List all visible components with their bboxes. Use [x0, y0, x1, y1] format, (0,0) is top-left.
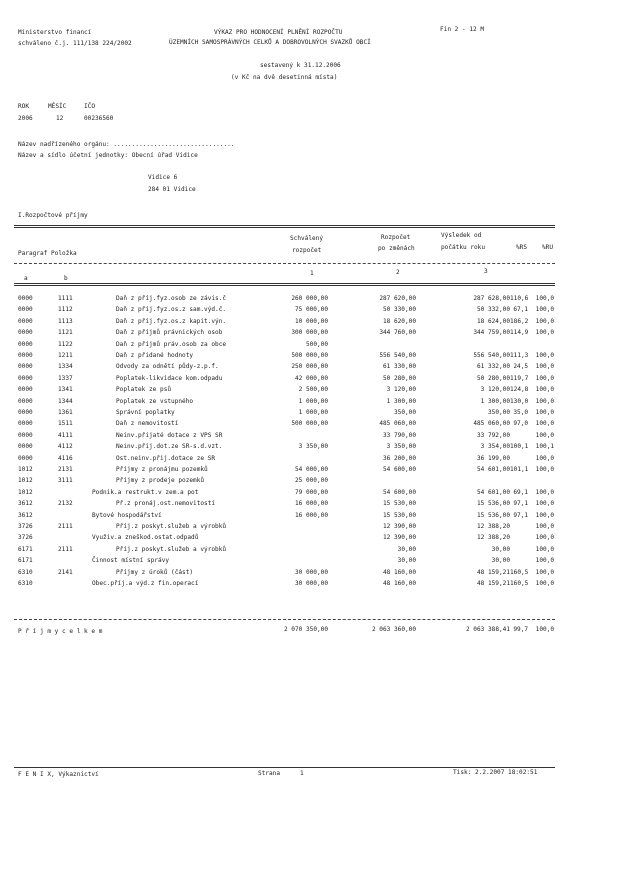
cell-pct-rs: 110,6 [510, 295, 529, 302]
cell-pct-ru: 100,0 [535, 386, 554, 394]
cell-paragraf: 1012 [18, 477, 33, 485]
cell-item-name: Činnost místní správy [92, 557, 170, 565]
cell-pct-ru: 100,0 [535, 580, 554, 587]
cell-schvaleny: 260 000,00 [291, 295, 328, 302]
cell-vysledek: 350,00 [487, 409, 510, 416]
table-row [0, 353, 620, 361]
cell-rozpocet: 15 530,00 [382, 500, 416, 508]
cell-vysledek: 15 536,00 [476, 511, 510, 519]
cell-pct-ru: 100,0 [535, 545, 554, 553]
cell-schvaleny: 3 350,00 [298, 443, 328, 451]
cell-item-name: Odvody za odnětí půdy-z.p.f. [116, 363, 219, 371]
cell-item-name: Poplatek-likvidace kom.odpadu [116, 374, 223, 382]
cell-rozpocet: 36 200,00 [382, 454, 416, 462]
col-ru: %RU [542, 244, 554, 251]
cell-schvaleny: 500 000,00 [291, 420, 328, 428]
cell-item-name: Daň z příjmů právnických osob [116, 329, 223, 337]
cell-polozka: 1511 [58, 420, 73, 428]
cell-vysledek: 36 199,00 [476, 454, 510, 462]
cell-rozpocet: 48 160,00 [382, 580, 416, 587]
cell-pct-ru: 100,0 [535, 523, 554, 530]
cell-rozpocet: 33 790,00 [382, 431, 416, 439]
table-row [0, 410, 620, 418]
cell-vysledek: 12 388,20 [476, 523, 510, 530]
rok-label: ROK [18, 103, 30, 110]
table-row [0, 501, 620, 509]
cell-vysledek: 12 388,20 [476, 534, 510, 542]
table-row [0, 478, 620, 486]
cell-paragraf: 0000 [18, 363, 33, 371]
address-line2: 284 01 Vidice [148, 186, 196, 193]
cell-paragraf: 0000 [18, 295, 33, 302]
cell-item-name: Př.z pronáj.ost.nemovitostí [116, 500, 216, 508]
cell-polozka: 1121 [58, 329, 73, 337]
ico-value: 00236560 [84, 115, 114, 122]
cell-pct-ru: 100,0 [535, 420, 554, 428]
cell-schvaleny: 1 000,00 [298, 409, 328, 416]
table-row [0, 467, 620, 475]
cell-paragraf: 1012 [18, 466, 33, 473]
table-row [0, 456, 620, 464]
table-row [0, 513, 620, 521]
cell-polozka: 4111 [58, 431, 73, 439]
cell-paragraf: 3726 [18, 534, 33, 542]
col-rozpocet-2: po změnách [378, 245, 415, 252]
cell-pct-rs: 97,0 [513, 420, 528, 428]
total-schvaleny: 2 070 350,00 [283, 626, 328, 633]
cell-item-name: Příjmy z prodeje pozemků [116, 477, 205, 485]
report-title: VÝKAZ PRO HODNOCENÍ PLNĚNÍ ROZPOČTU [214, 29, 343, 36]
header-rule [14, 263, 555, 264]
cell-pct-ru: 100,0 [535, 431, 554, 439]
table-row [0, 342, 620, 350]
cell-pct-rs: 69,1 [513, 488, 528, 496]
cell-pct-rs: 160,5 [510, 568, 529, 576]
table-row [0, 547, 620, 555]
table-row [0, 558, 620, 566]
cell-paragraf: 0000 [18, 374, 33, 382]
col-rs: %RS [516, 244, 528, 251]
compiled-date: sestavený k 31.12.2006 [260, 62, 341, 69]
cell-paragraf: 0000 [18, 454, 33, 462]
cell-item-name: Obec.příj.a výd.z fin.operací [92, 580, 199, 587]
cell-schvaleny: 79 000,00 [294, 488, 328, 496]
col-rozpocet-1: Rozpočet [381, 234, 411, 241]
cell-rozpocet: 15 530,00 [382, 511, 416, 519]
cell-pct-rs: 124,8 [510, 386, 529, 394]
cell-schvaleny: 75 000,00 [294, 306, 328, 314]
cell-vysledek: 3 354,00 [480, 443, 510, 451]
cell-paragraf: 0000 [18, 306, 33, 314]
cell-rozpocet: 50 330,00 [382, 306, 416, 314]
cell-paragraf: 6171 [18, 545, 33, 553]
cell-item-name: Příjmy z úroků (část) [116, 568, 194, 576]
approval-ref: schváleno č.j. 111/138 224/2002 [18, 40, 132, 47]
cell-polozka: 1112 [58, 306, 73, 314]
cell-rozpocet: 3 120,00 [386, 386, 416, 394]
cell-paragraf: 0000 [18, 317, 33, 325]
total-rule [14, 619, 555, 620]
table-row [0, 490, 620, 498]
table-row [0, 581, 620, 589]
cell-polozka: 1361 [58, 409, 73, 416]
superior-organ: Název nadřízeného orgánu: ................................. [18, 141, 235, 148]
cell-polozka: 1344 [58, 397, 73, 405]
cell-pct-ru: 100,0 [535, 352, 554, 359]
cell-pct-ru: 100,0 [535, 306, 554, 314]
cell-rozpocet: 18 620,00 [382, 317, 416, 325]
cell-rozpocet: 30,00 [397, 557, 416, 565]
cell-rozpocet: 30,00 [397, 545, 416, 553]
cell-pct-ru: 100,0 [535, 454, 554, 462]
ico-label: IČO [84, 103, 96, 110]
cell-schvaleny: 500 000,00 [291, 352, 328, 359]
table-row [0, 364, 620, 372]
cell-pct-ru: 100,1 [535, 443, 554, 451]
cell-paragraf: 6171 [18, 557, 33, 565]
cell-vysledek: 33 792,00 [476, 431, 510, 439]
cell-vysledek: 54 601,00 [476, 466, 510, 473]
footer-rule [14, 767, 555, 768]
cell-vysledek: 48 159,21 [476, 580, 510, 587]
cell-paragraf: 0000 [18, 409, 33, 416]
cell-polozka: 4116 [58, 454, 73, 462]
cell-pct-ru: 100,0 [535, 466, 554, 473]
cell-item-name: Daň z nemovitostí [116, 420, 179, 428]
cell-paragraf: 3612 [18, 500, 33, 508]
cell-pct-rs: 186,2 [510, 317, 529, 325]
cell-pct-ru: 100,0 [535, 374, 554, 382]
cell-schvaleny: 30 000,00 [294, 568, 328, 576]
table-row [0, 387, 620, 395]
col-schvaleny-1: Schválený [290, 235, 324, 242]
header-bottom-rule [14, 283, 555, 286]
cell-schvaleny: 2 500,00 [298, 386, 328, 394]
cell-rozpocet: 344 760,00 [379, 329, 416, 337]
cell-rozpocet: 485 060,00 [379, 420, 416, 428]
cell-item-name: Bytové hospodářství [92, 511, 162, 519]
table-row [0, 570, 620, 578]
cell-pct-ru: 100,0 [535, 363, 554, 371]
table-row [0, 399, 620, 407]
cell-pct-rs: 97,1 [513, 500, 528, 508]
cell-paragraf: 0000 [18, 340, 33, 348]
table-row [0, 330, 620, 338]
cell-rozpocet: 3 350,00 [386, 443, 416, 451]
cell-paragraf: 6310 [18, 580, 33, 587]
table-row [0, 307, 620, 315]
cell-rozpocet: 48 160,00 [382, 568, 416, 576]
total-ru: 100,0 [535, 626, 554, 633]
mesic-label: MĚSÍC [48, 103, 67, 110]
cell-vysledek: 30,00 [491, 557, 510, 565]
cell-pct-ru: 100,0 [535, 488, 554, 496]
cell-item-name: Daň z příj.fyz.os.z kapit.výn. [116, 317, 227, 325]
table-row [0, 296, 620, 304]
cell-pct-ru: 100,0 [535, 317, 554, 325]
report-subtitle: ÚZEMNÍCH SAMOSPRÁVNÝCH CELKŮ A DOBROVOLNÝCH SVAZKŮ OBCÍ [169, 39, 371, 46]
units-note: (v Kč na dvě desetinná místa) [231, 74, 338, 81]
cell-rozpocet: 12 390,00 [382, 523, 416, 530]
cell-rozpocet: 1 300,00 [386, 397, 416, 405]
cell-vysledek: 30,00 [491, 545, 510, 553]
cell-polozka: 2141 [58, 568, 73, 576]
table-row [0, 376, 620, 384]
cell-paragraf: 6310 [18, 568, 33, 576]
col-paragraf-polozka: Paragraf Položka [18, 250, 77, 257]
cell-polozka: 2131 [58, 466, 73, 473]
cell-paragraf: 1012 [18, 488, 33, 496]
form-code: Fin 2 - 12 M [440, 26, 485, 33]
cell-pct-rs: 160,5 [510, 580, 529, 587]
cell-schvaleny: 500,00 [305, 340, 328, 348]
unit-name: Název a sídlo účetní jednotky: Obecní úřad Vidice [18, 152, 198, 159]
cell-polozka: 1113 [58, 317, 73, 325]
cell-pct-rs: 111,3 [510, 352, 529, 359]
cell-item-name: Poplatek ze vstupného [116, 397, 194, 405]
table-row [0, 319, 620, 327]
cell-rozpocet: 54 600,00 [382, 488, 416, 496]
cell-schvaleny: 25 000,00 [294, 477, 328, 485]
cell-item-name: Podnik.a restrukt.v zem.a pot [92, 488, 199, 496]
cell-pct-ru: 100,0 [535, 329, 554, 337]
col-b: b [64, 275, 68, 282]
footer-software: F E N I X, Výkaznictví [18, 771, 99, 778]
cell-rozpocet: 54 600,00 [382, 466, 416, 473]
cell-vysledek: 61 332,00 [476, 363, 510, 371]
cell-pct-rs: 114,9 [510, 329, 529, 337]
cell-item-name: Daň z příj.fyz.os.z sam.výd.č. [116, 306, 227, 314]
footer-page-number: 1 [300, 770, 304, 777]
table-row [0, 421, 620, 429]
col-schvaleny-2: rozpočet [292, 247, 322, 254]
cell-pct-ru: 100,0 [535, 534, 554, 542]
section-title: I.Rozpočtové příjmy [18, 212, 88, 219]
cell-paragraf: 0000 [18, 397, 33, 405]
ministry: Ministerstvo financí [18, 29, 92, 36]
total-vysledek: 2 063 388,41 [465, 626, 510, 633]
table-row [0, 433, 620, 441]
cell-polozka: 2111 [58, 545, 73, 553]
cell-polozka: 1341 [58, 386, 73, 394]
cell-vysledek: 556 540,00 [473, 352, 510, 359]
cell-vysledek: 1 300,00 [480, 397, 510, 405]
cell-schvaleny: 1 000,00 [298, 397, 328, 405]
cell-pct-ru: 100,0 [535, 500, 554, 508]
total-rozpocet: 2 063 360,00 [371, 626, 416, 633]
cell-vysledek: 485 060,00 [473, 420, 510, 428]
cell-rozpocet: 50 280,00 [382, 374, 416, 382]
cell-rozpocet: 61 330,00 [382, 363, 416, 371]
cell-polozka: 1211 [58, 352, 73, 359]
cell-schvaleny: 250 000,00 [291, 363, 328, 371]
cell-vysledek: 15 536,00 [476, 500, 510, 508]
mesic-value: 12 [56, 115, 64, 122]
cell-item-name: Neinv.přijaté dotace z VPS SR [116, 431, 223, 439]
cell-item-name: Využiv.a zneškod.ostat.odpadů [92, 534, 199, 542]
col-1: 1 [310, 270, 314, 277]
cell-vysledek: 344 759,00 [473, 329, 510, 337]
rok-value: 2006 [18, 115, 33, 122]
cell-item-name: Daň z přidané hodnoty [116, 352, 194, 359]
cell-vysledek: 3 120,00 [480, 386, 510, 394]
cell-schvaleny: 300 000,00 [291, 329, 328, 337]
cell-polozka: 3111 [58, 477, 73, 485]
cell-vysledek: 54 601,00 [476, 488, 510, 496]
cell-pct-rs: 97,1 [513, 511, 528, 519]
cell-paragraf: 0000 [18, 420, 33, 428]
col-2: 2 [396, 269, 400, 276]
cell-item-name: Příj.z poskyt.služeb a výrobků [116, 523, 227, 530]
cell-polozka: 1122 [58, 340, 73, 348]
cell-pct-rs: 35,0 [513, 409, 528, 416]
cell-vysledek: 287 628,00 [473, 295, 510, 302]
cell-paragraf: 0000 [18, 443, 33, 451]
col-a: a [24, 275, 28, 282]
cell-item-name: Ost.neinv.přij.dotace ze SR [116, 454, 216, 462]
cell-polozka: 2132 [58, 500, 73, 508]
address-line1: Vidice 6 [148, 174, 178, 181]
cell-paragraf: 3612 [18, 511, 33, 519]
total-rs: 99,7 [513, 626, 528, 633]
col-3: 3 [484, 268, 488, 275]
cell-pct-rs: 100,1 [510, 443, 529, 451]
cell-rozpocet: 350,00 [393, 409, 416, 416]
cell-pct-rs: 119,7 [510, 374, 529, 382]
cell-paragraf: 0000 [18, 431, 33, 439]
cell-polozka: 4112 [58, 443, 73, 451]
table-row [0, 524, 620, 532]
cell-item-name: Neinv.přij.dot.ze SR-s.d.vzt. [116, 443, 223, 451]
cell-item-name: Poplatek ze psů [116, 386, 172, 394]
cell-polozka: 1334 [58, 363, 73, 371]
cell-schvaleny: 16 000,00 [294, 511, 328, 519]
cell-paragraf: 0000 [18, 386, 33, 394]
cell-schvaleny: 16 000,00 [294, 500, 328, 508]
cell-item-name: Daň z příjmů práv.osob za obce [116, 340, 227, 348]
cell-pct-ru: 100,0 [535, 568, 554, 576]
cell-schvaleny: 42 000,00 [294, 374, 328, 382]
cell-polozka: 1337 [58, 374, 73, 382]
cell-item-name: Daň z příj.fyz.osob ze závis.č [116, 295, 227, 302]
cell-polozka: 1111 [58, 295, 73, 302]
cell-pct-rs: 24,5 [513, 363, 528, 371]
footer-page-label: Strana [258, 770, 281, 777]
cell-polozka: 2111 [58, 523, 73, 530]
cell-pct-ru: 100,0 [535, 511, 554, 519]
cell-pct-ru: 100,0 [535, 397, 554, 405]
cell-schvaleny: 30 000,00 [294, 580, 328, 587]
cell-schvaleny: 10 000,00 [294, 317, 328, 325]
cell-schvaleny: 54 000,00 [294, 466, 328, 473]
cell-pct-rs: 101,1 [510, 466, 529, 473]
col-vysledek-1: Výsledek od [441, 232, 482, 239]
cell-vysledek: 50 332,00 [476, 306, 510, 314]
cell-item-name: Příj.z poskyt.služeb a výrobků [116, 545, 227, 553]
table-top-rule [14, 225, 555, 228]
cell-pct-ru: 100,0 [535, 557, 554, 565]
table-row [0, 444, 620, 452]
cell-pct-rs: 67,1 [513, 306, 528, 314]
cell-paragraf: 3726 [18, 523, 33, 530]
col-vysledek-2: počátku roku [441, 244, 486, 251]
cell-rozpocet: 287 620,00 [379, 295, 416, 302]
cell-vysledek: 48 159,21 [476, 568, 510, 576]
cell-rozpocet: 556 540,00 [379, 352, 416, 359]
cell-vysledek: 18 624,00 [476, 317, 510, 325]
cell-pct-ru: 100,0 [535, 409, 554, 416]
cell-pct-ru: 100,0 [535, 295, 554, 302]
cell-item-name: Příjmy z pronájmu pozemků [116, 466, 208, 473]
cell-item-name: Správní poplatky [116, 409, 175, 416]
cell-paragraf: 0000 [18, 352, 33, 359]
table-row [0, 535, 620, 543]
cell-pct-rs: 130,0 [510, 397, 529, 405]
footer-print-time: Tisk: 2.2.2007 18:02:51 [453, 769, 538, 776]
cell-vysledek: 50 280,00 [476, 374, 510, 382]
total-label: P ř í j m y c e l k e m [18, 628, 103, 635]
cell-rozpocet: 12 390,00 [382, 534, 416, 542]
cell-paragraf: 0000 [18, 329, 33, 337]
